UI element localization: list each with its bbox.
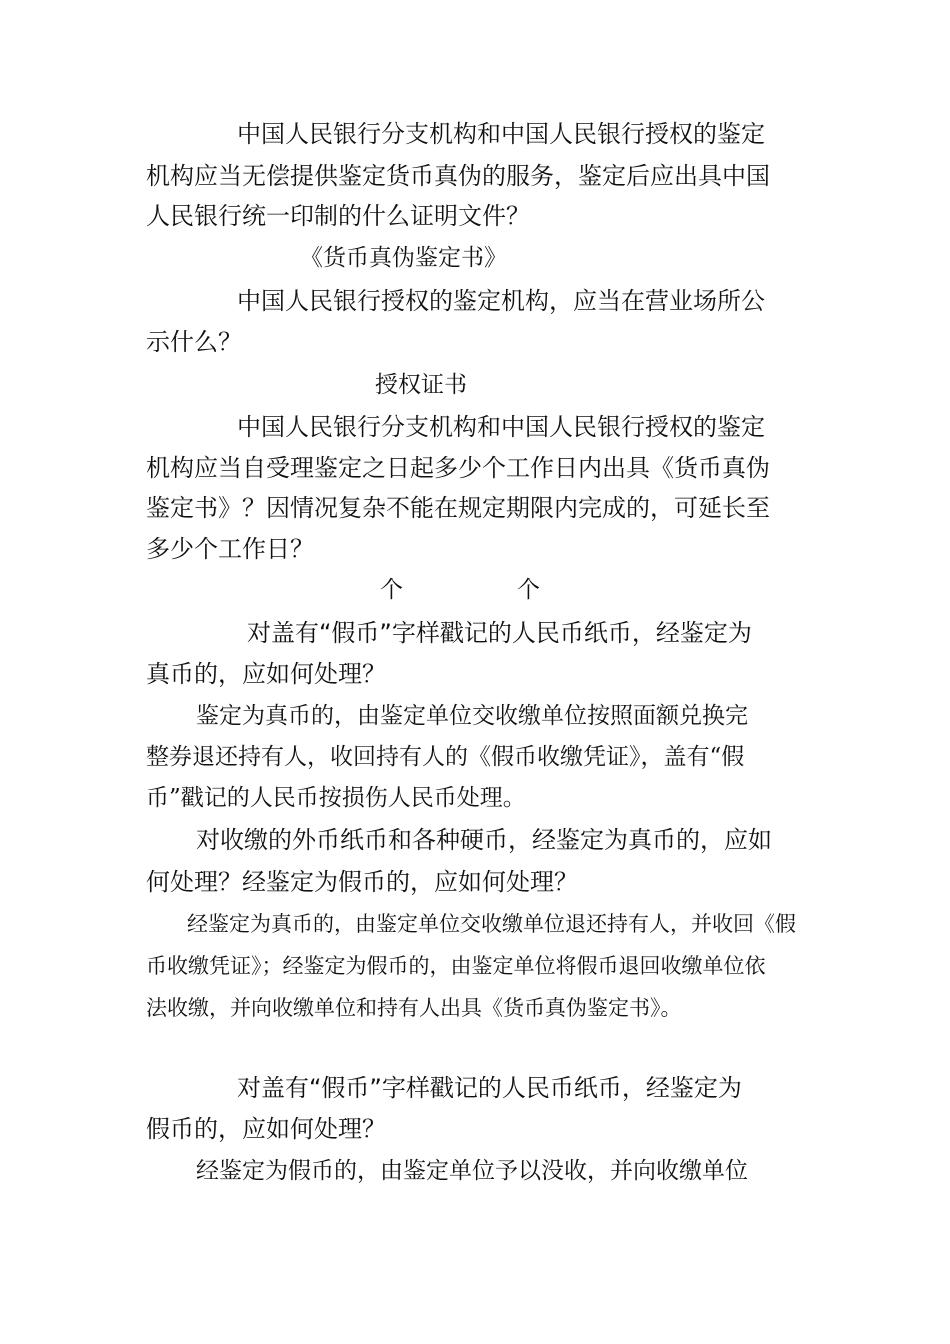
question-4-line-1: 对盖有“假币”字样戳记的人民币纸币，经鉴定为 (247, 619, 752, 647)
question-1-line-1: 中国人民银行分支机构和中国人民银行授权的鉴定 (237, 120, 765, 148)
question-3-line-1: 中国人民银行分支机构和中国人民银行授权的鉴定 (237, 413, 765, 441)
answer-5-line-1: 经鉴定为真币的，由鉴定单位交收缴单位退还持有人，并收回《假 (187, 912, 796, 936)
answer-5-line-2: 币收缴凭证》；经鉴定为假币的，由鉴定单位将假币退回收缴单位依 (146, 954, 766, 978)
question-3-line-2: 机构应当自受理鉴定之日起多少个工作日内出具《货币真伪 (146, 454, 770, 482)
answer-3-part-2: 个 (517, 577, 540, 603)
question-2-line-1: 中国人民银行授权的鉴定机构，应当在营业场所公 (237, 287, 765, 315)
answer-4-line-3: 币”戳记的人民币按损伤人民币处理。 (146, 785, 526, 811)
question-6-line-2: 假币的，应如何处理？ (146, 1115, 386, 1143)
question-5-line-1: 对收缴的外币纸币和各种硬币，经鉴定为真币的，应如 (196, 826, 772, 854)
question-6-line-1: 对盖有“假币”字样戳记的人民币纸币，经鉴定为 (237, 1074, 742, 1102)
question-2-line-2: 示什么？ (146, 328, 242, 356)
question-1-line-3: 人民银行统一印制的什么证明文件？ (146, 202, 530, 230)
answer-2: 授权证书 (375, 372, 467, 398)
answer-1: 《货币真伪鉴定书》 (300, 245, 507, 271)
question-5-line-2: 何处理？经鉴定为假币的，应如何处理？ (146, 868, 578, 896)
question-1-line-2: 机构应当无偿提供鉴定货币真伪的服务，鉴定后应出具中国 (146, 162, 770, 190)
answer-6-line-1: 经鉴定为假币的，由鉴定单位予以没收，并向收缴单位 (196, 1158, 748, 1184)
question-4-line-2: 真币的，应如何处理？ (146, 660, 386, 688)
question-3-line-3: 鉴定书》？因情况复杂不能在规定期限内完成的，可延长至 (146, 494, 770, 522)
answer-3-part-1: 个 (380, 577, 403, 603)
answer-4-line-1: 鉴定为真币的，由鉴定单位交收缴单位按照面额兑换完 (196, 703, 748, 729)
answer-5-line-3: 法收缴，并向收缴单位和持有人出具《货币真伪鉴定书》。 (146, 996, 682, 1020)
answer-4-line-2: 整券退还持有人，收回持有人的《假币收缴凭证》，盖有“假 (146, 744, 745, 770)
question-3-line-4: 多少个工作日？ (146, 535, 314, 563)
